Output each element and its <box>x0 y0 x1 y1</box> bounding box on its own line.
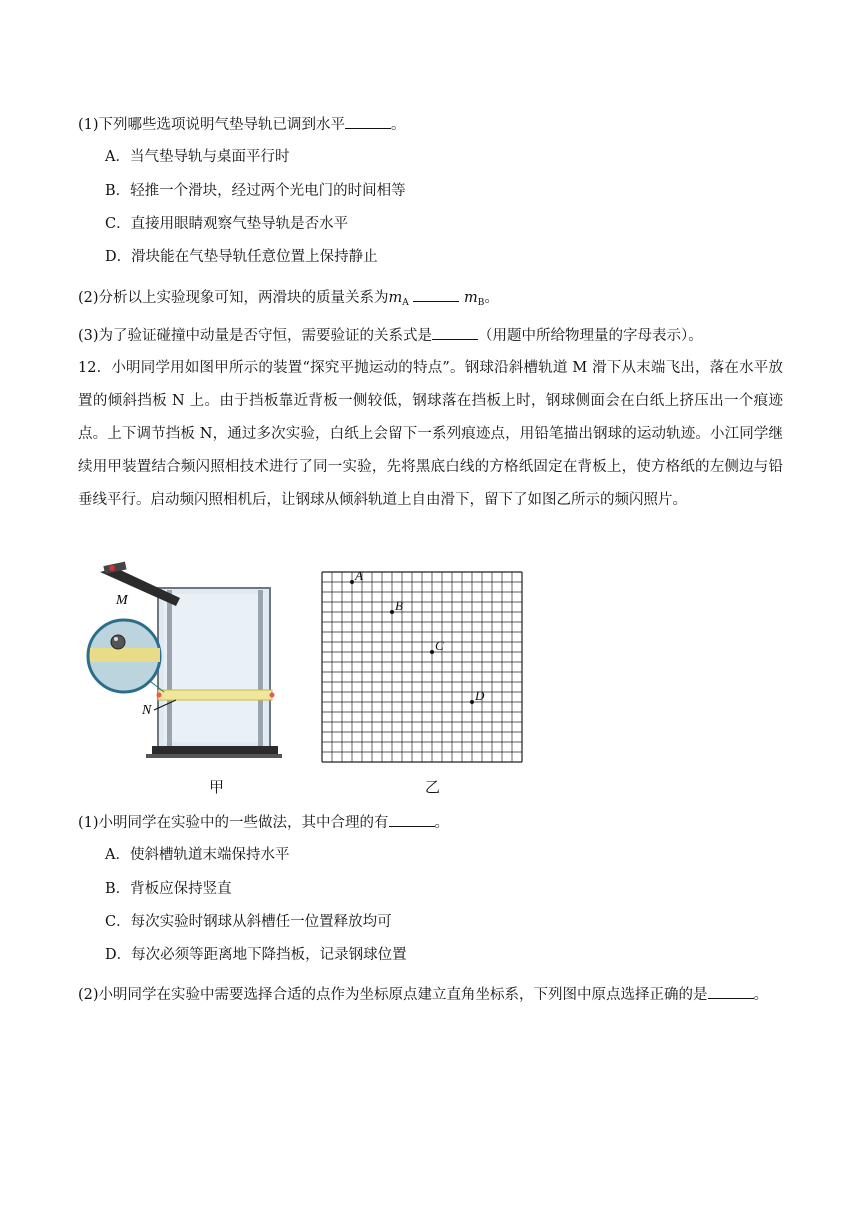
steel-ball <box>111 635 125 649</box>
grid-figure <box>318 568 540 772</box>
point-label-c: C <box>435 638 444 653</box>
q12-part1: (1)小明同学在实验中的一些做法，其中合理的有 。 <box>78 812 449 833</box>
point-label-a: A <box>355 568 363 583</box>
q12-option-b: B．背板应保持竖直 <box>105 881 232 897</box>
white-paper <box>164 594 264 742</box>
point-a <box>350 580 354 584</box>
answer-blank[interactable] <box>432 325 478 340</box>
q12-part2: (2)小明同学在实验中需要选择合适的点作为坐标原点建立直角坐标系，下列图中原点选择正确的是 。 <box>78 984 768 1005</box>
q11-part1: (1)下列哪些选项说明气垫导轨已调到水平 。 <box>78 114 406 135</box>
label-n: N <box>142 703 152 718</box>
grid-lines <box>322 572 522 762</box>
q12-option-a: A．使斜槽轨道末端保持水平 <box>105 847 290 863</box>
figure-caption-left: 甲 <box>209 778 225 796</box>
figure-caption-right: 乙 <box>425 778 441 796</box>
q11-part3: (3)为了验证碰撞中动量是否守恒，需要验证的关系式是 （用题中所给物理量的字母表示）。 <box>78 325 703 346</box>
q11-option-a: A．当气垫导轨与桌面平行时 <box>105 149 290 165</box>
baffle-plate <box>158 690 272 700</box>
point-label-b: B <box>395 598 403 613</box>
q12-option-d: D．每次必须等距离地下降挡板，记录钢球位置 <box>105 947 407 963</box>
q11-option-d: D．滑块能在气垫导轨任意位置上保持静止 <box>105 249 378 265</box>
answer-blank[interactable] <box>413 287 459 302</box>
answer-blank[interactable] <box>345 114 391 129</box>
right-post <box>258 590 263 750</box>
answer-blank[interactable] <box>708 984 754 999</box>
q11-option-c: C．直接用眼睛观察气垫导轨是否水平 <box>105 216 349 232</box>
q12-stem: 12．小明同学用如图甲所示的装置“探究平抛运动的特点”。钢球沿斜槽轨道 M 滑下从末端飞出，落在水平放置的倾斜挡板 N 上。由于挡板靠近背板一侧较低，钢球落在挡板上时，钢球侧面会在白纸上挤压出一个痕迹点。上下调节挡板 N，通过多次实验，白纸上会留下一系列痕迹点，用铅笔描出钢球的运动轨迹。小江同学继续用甲装置结合频闪照相技术进行了同一实验，先将黑底白线的方格纸固定在背板上，使方格纸的左侧边与铅垂线平行。启动频闪照相机后，让钢球从倾斜轨道上自由滑下，留下了如图乙所示的频闪照片。 <box>78 360 783 508</box>
left-post <box>167 590 172 750</box>
apparatus-figure <box>86 560 282 770</box>
strobe-points <box>350 568 485 704</box>
label-m: M <box>116 593 128 608</box>
answer-blank[interactable] <box>389 812 435 827</box>
q11-part2: (2)分析以上实验现象可知，两滑块的质量关系为$m_A$ $m_B$。 <box>78 287 499 313</box>
point-b <box>390 610 394 614</box>
q11-option-b: B．轻推一个滑块，经过两个光电门的时间相等 <box>105 183 406 199</box>
point-d <box>470 700 474 704</box>
q12-option-c: C．每次实验时钢球从斜槽任一位置释放均可 <box>105 914 392 930</box>
point-c <box>430 650 434 654</box>
point-label-d: D <box>475 688 485 703</box>
